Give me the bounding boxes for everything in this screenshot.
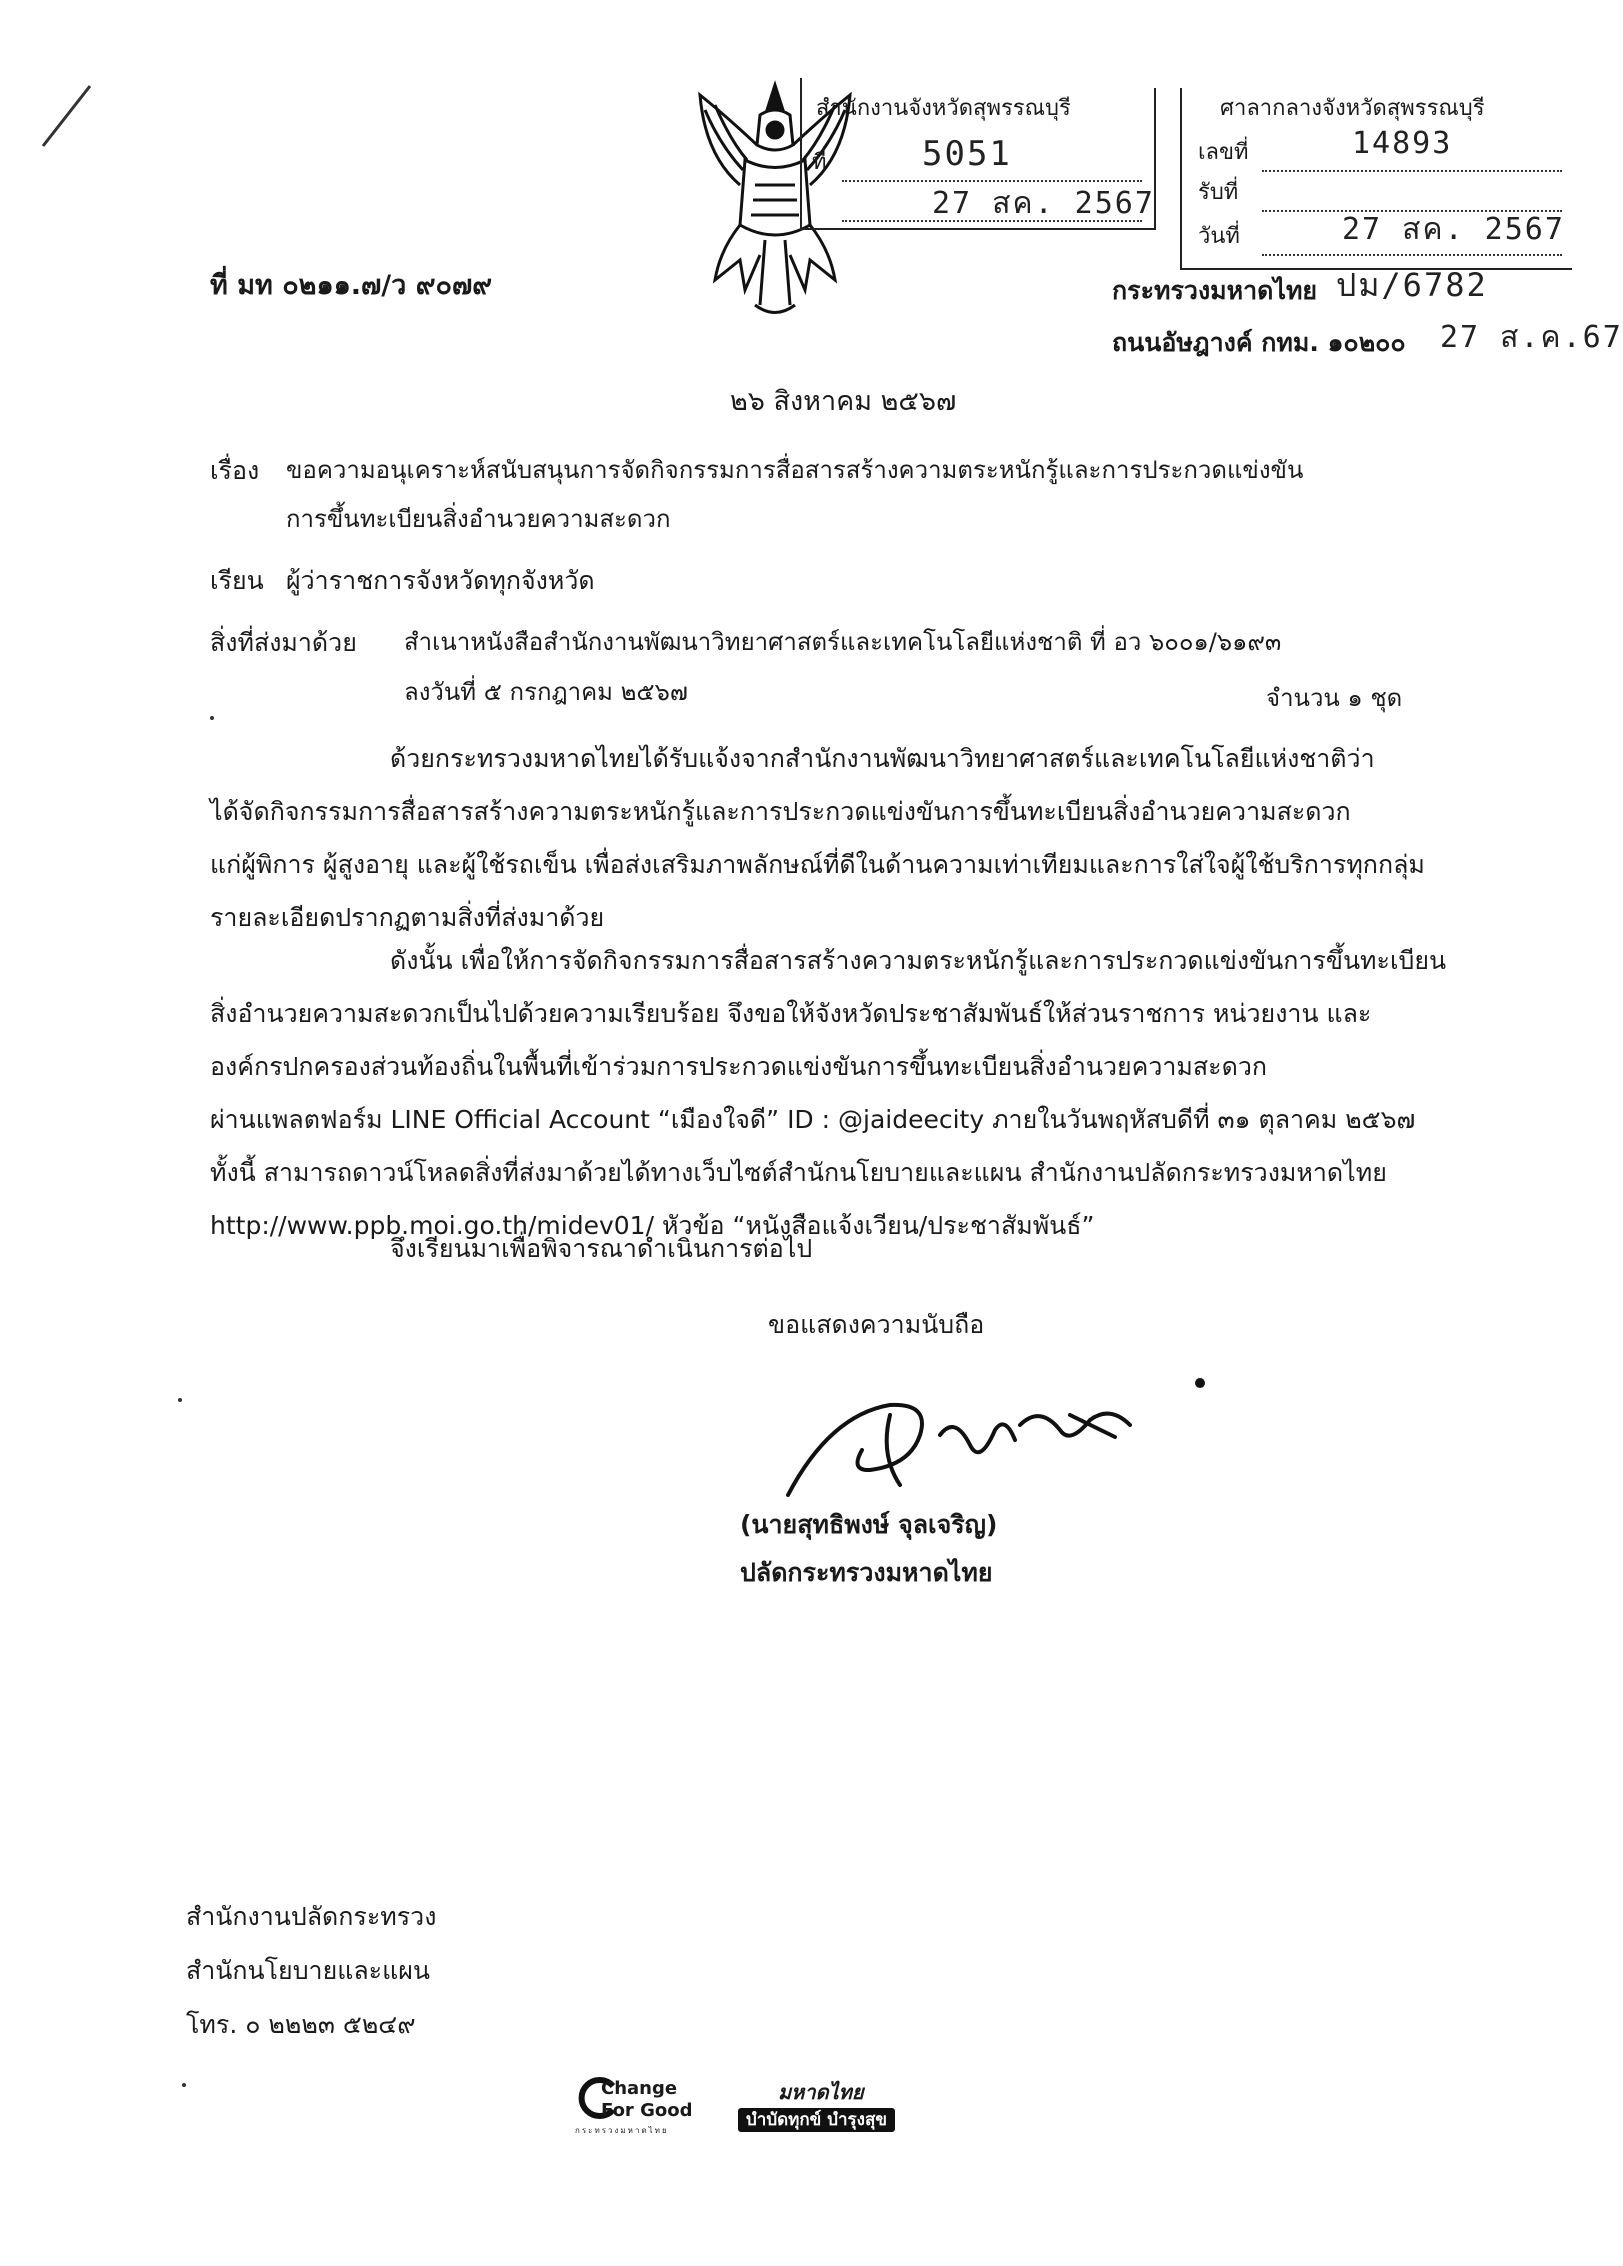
- slogan-bottom: บำบัดทุกข์ บำรุงสุข: [738, 2108, 895, 2132]
- paragraph-2-line: องค์กรปกครองส่วนท้องถิ่นในพื้นที่เข้าร่วมการประกวดแข่งขันการขึ้นทะเบียนสิ่งอำนวยความสะดวก: [210, 1052, 1268, 1081]
- sender-org-handwritten: ปม/6782: [1336, 266, 1488, 304]
- attachment-quantity: จำนวน ๑ ชุด: [1266, 684, 1403, 712]
- document-date: ๒๖ สิงหาคม ๒๕๖๗: [730, 386, 957, 417]
- paragraph-1-line: ได้จัดกิจกรรมการสื่อสารสร้างความตระหนักรู้และการประกวดแข่งขันการขึ้นทะเบียนสิ่งอำนวยความสะดวก: [210, 797, 1351, 826]
- stamp-provincial-office: [800, 88, 1156, 230]
- change-logo-text: Change For Good: [601, 2078, 693, 2121]
- paragraph-2-line: ผ่านแพลตฟอร์ม LINE Official Account “เมืองใจดี” ID : @jaideecity ภายในวันพฤหัสบดีที่ ๓๑ ตุลาคม ๒๕๖๗: [210, 1105, 1416, 1134]
- stamp-right-title: ศาลากลางจังหวัดสุพรรณบุรี: [1220, 96, 1485, 121]
- sender-org: กระทรวงมหาดไทย: [1112, 276, 1318, 305]
- paragraph-2-line: http://www.ppb.moi.go.th/midev01/ หัวข้อ “หนังสือแจ้งเวียน/ประชาสัมพันธ์”: [210, 1211, 1095, 1240]
- paragraph-2-line: สิ่งอำนวยความสะดวกเป็นไปด้วยความเรียบร้อย จึงขอให้จังหวัดประชาสัมพันธ์ให้ส่วนราชการ หน่วยงาน และ: [210, 999, 1372, 1028]
- stamp-left-number-label: ที่: [812, 150, 827, 175]
- stamp-right-date: 27 สค. 2567: [1342, 212, 1565, 247]
- stamp-city-hall: [1180, 88, 1572, 270]
- paragraph-1-line: รายละเอียดปรากฏตามสิ่งที่ส่งมาด้วย: [210, 903, 605, 932]
- stamp-right-received-label: รับที่: [1198, 180, 1239, 205]
- paragraph-1-line: ด้วยกระทรวงมหาดไทยได้รับแจ้งจากสำนักงานพัฒนาวิทยาศาสตร์และเทคโนโลยีแห่งชาติว่า: [390, 744, 1375, 773]
- handwritten-signature: [770, 1375, 1230, 1515]
- footer-line: สำนักงานปลัดกระทรวง: [186, 1902, 437, 1931]
- change-logo-subtext: กระทรวงมหาดไทย: [575, 2126, 669, 2135]
- paragraph-2-line: ทั้งนี้ สามารถดาวน์โหลดสิ่งที่ส่งมาด้วยได้ทางเว็บไซต์สำนักนโยบายและแผน สำนักงานปลัดกระทรวงมหาดไทย: [210, 1158, 1387, 1187]
- stamp-right-number: 14893: [1352, 126, 1453, 161]
- paragraph-2-line: ดังนั้น เพื่อให้การจัดกิจกรรมการสื่อสารสร้างความตระหนักรู้และการประกวดแข่งขันการขึ้นทะเบียน: [390, 946, 1447, 975]
- subject-line-1: ขอความอนุเคราะห์สนับสนุนการจัดกิจกรรมการสื่อสารสร้างความตระหนักรู้และการประกวดแข่งขัน: [286, 456, 1304, 484]
- stamp-left-number: 5051: [922, 134, 1012, 174]
- recipient-label: เรียน: [210, 566, 264, 595]
- body-paragraph-1: [210, 732, 1425, 944]
- stamp-left-date: 27 สค. 2567: [932, 186, 1155, 221]
- closing-salutation: ขอแสดงความนับถือ: [768, 1310, 985, 1339]
- recipient: ผู้ว่าราชการจังหวัดทุกจังหวัด: [286, 566, 595, 595]
- paragraph-1-line: แก่ผู้พิการ ผู้สูงอายุ และผู้ใช้รถเข็น เพื่อส่งเสริมภาพลักษณ์ที่ดีในด้านความเท่าเทียมและการใส่ใจผู้ใช้บริการทุกกลุ่ม: [210, 850, 1425, 879]
- slogan-top: มหาดไทย: [778, 2080, 864, 2104]
- stamp-left-title: สำนักงานจังหวัดสุพรรณบุรี: [816, 96, 1071, 121]
- sender-address-handwritten: 27 ส.ค.67: [1440, 320, 1623, 355]
- sender-address: ถนนอัษฎางค์ กทม. ๑๐๒๐๐: [1112, 328, 1406, 357]
- attachment-line-1: สำเนาหนังสือสำนักงานพัฒนาวิทยาศาสตร์และเทคโนโลยีแห่งชาติ ที่ อว ๖๐๐๑/๖๑๙๓: [404, 628, 1282, 656]
- attachment-label: สิ่งที่ส่งมาด้วย: [210, 628, 357, 657]
- subject-label: เรื่อง: [210, 456, 260, 485]
- attachment-line-2: ลงวันที่ ๕ กรกฎาคม ๒๕๖๗: [404, 678, 688, 706]
- closing-request: จึงเรียนมาเพื่อพิจารณาดำเนินการต่อไป: [390, 1234, 813, 1263]
- pen-mark: [35, 82, 95, 152]
- moi-slogan-logo: [738, 2080, 928, 2142]
- document-number: ที่ มท ๐๒๑๑.๗/ว ๙๐๗๙: [210, 270, 493, 301]
- footer-line: สำนักนโยบายและแผน: [186, 1956, 430, 1985]
- signer-title: ปลัดกระทรวงมหาดไทย: [740, 1558, 993, 1587]
- signer-name: (นายสุทธิพงษ์ จุลเจริญ): [740, 1510, 998, 1539]
- footer-contact: [186, 1890, 436, 2052]
- stamp-right-date-label: วันที่: [1198, 224, 1240, 249]
- change-for-good-logo: [575, 2070, 725, 2140]
- footer-line: โทร. ๐ ๒๒๒๓ ๕๒๔๙: [186, 2010, 416, 2039]
- body-paragraph-2: [210, 934, 1447, 1252]
- stamp-right-number-label: เลขที่: [1198, 140, 1249, 165]
- subject-line-2: การขึ้นทะเบียนสิ่งอำนวยความสะดวก: [286, 505, 671, 533]
